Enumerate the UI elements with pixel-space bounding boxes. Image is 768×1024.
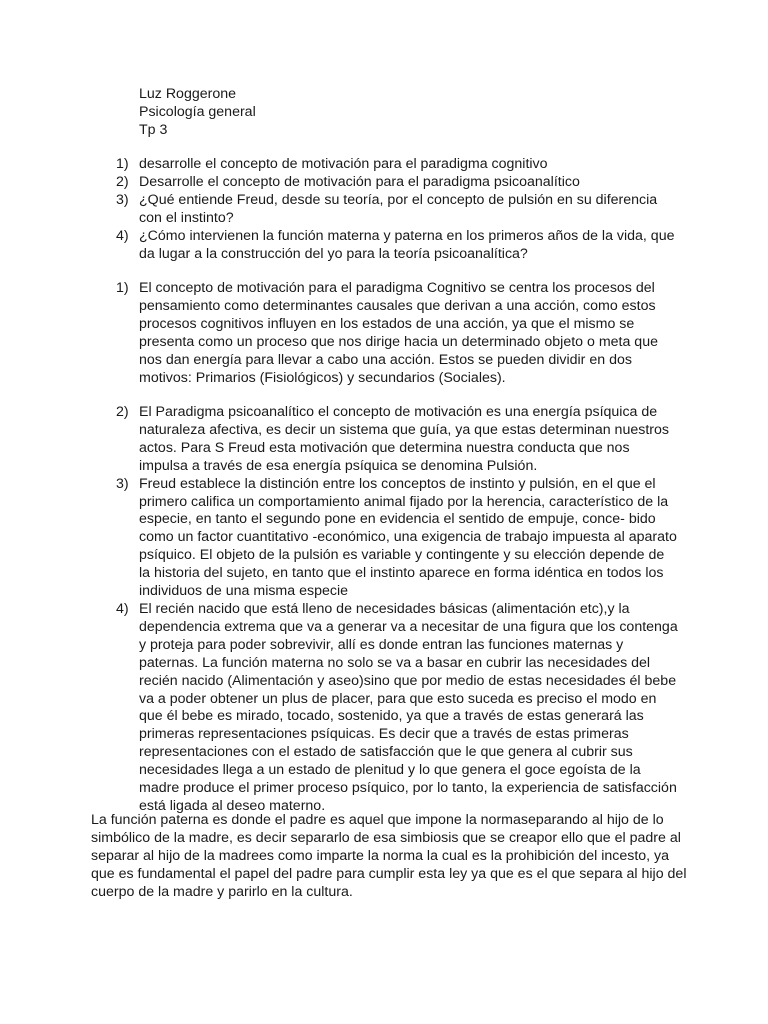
answer-text: El concepto de motivación para el paradigma Cognitivo se centra los procesos del pensamiento como determinantes causales que derivan a una acción, como estos procesos cognitivos influyen en los estados de una acción, ya que el mismo se presenta como un proceso que nos dirige hacia un determinado objeto o meta que nos dan energía para llevar a cabo una acción. Estos se pueden dividir en dos motivos: Primarios (Fisiológicos) y secundarios (Sociales). xyxy=(139,280,658,386)
item-number: 1) xyxy=(116,280,129,296)
list-item xyxy=(116,280,679,387)
item-number: 3) xyxy=(116,191,129,208)
question-text: desarrolle el concepto de motivación para el paradigma cognitivo xyxy=(139,156,548,172)
list-item xyxy=(116,227,679,264)
answer-text: El recién nacido que está lleno de necesidades básicas (alimentación etc),y la dependencia extrema que va a generar va a necesitar de una figura que los contenga y proteja para poder sobrevivir, allí es donde entran las funciones maternas y paternas. La función materna no solo se va a basar en cubrir las necesidades del recién nacido (Alimentación y aseo)sino que por medio de estas necesidades él bebe va a poder obtener un plus de placer, para que esto suceda es preciso el modo en que él bebe es mirado, tocado, sostenido, ya que a través de estas generará las primeras representaciones psíquicas. Es decir que a través de estas primeras representaciones con el estado de satisfacción que le que genera al cubrir sus necesidades llega a un estado de plenitud y lo que genera el goce egoísta de la madre produce el primer proceso psíquico, por lo tanto, la experiencia de satisfacción está ligada al deseo materno. xyxy=(139,600,678,814)
question-list xyxy=(116,156,679,263)
item-number: 1) xyxy=(116,156,129,172)
question-text: ¿Cómo intervienen la función materna y paterna en los primeros años de la vida, que da lugar a la construcción del yo para la teoría psicoanalítica? xyxy=(139,227,675,262)
list-item xyxy=(116,600,679,816)
list-item xyxy=(116,475,679,601)
question-text: ¿Qué entiende Freud, desde su teoría, por el concepto de pulsión en su diferencia con el instinto? xyxy=(139,191,658,226)
answer-text: Freud establece la distinción entre los conceptos de instinto y pulsión, en el que el primero califica un comportamiento animal fijado por la herencia, característico de la especie, en tanto el segundo pone en evidencia el sentido de empuje, conce- bido como un factor cuantitativo -económico, una exigencia de trabajo impuesta al aparato psíquico. El objeto de la pulsión es variable y contingente y su elección depende de la historia del sujeto, en tanto que el instinto aparece en forma idéntica en todos los individuos de una misma especie xyxy=(139,475,677,600)
list-item xyxy=(116,191,679,228)
item-number: 2) xyxy=(116,173,129,190)
list-item xyxy=(116,156,679,174)
item-number: 3) xyxy=(116,475,129,492)
closing-paragraph: La función paterna es donde el padre es aquel que impone la normaseparando al hijo de lo simbólico de la madre, es decir separarlo de esa simbiosis que se creapor ello que el padre al separar al hijo de la madrees como imparte la norma la cual es la prohibición del incesto, ya que es fundamental el papel del padre para cumplir esta ley ya que es el que separa al hijo del cuerpo de la madre y parirlo en la cultura. xyxy=(91,812,687,900)
author-name: Luz Roggerone xyxy=(139,86,237,102)
answer-list xyxy=(116,280,679,387)
item-number: 4) xyxy=(116,227,129,244)
answer-text: El Paradigma psicoanalítico el concepto de motivación es una energía psíquica de naturaleza afectiva, es decir un sistema que guía, ya que estas determinan nuestros actos. Para S Freud esta motivación que determina nuestra conducta que nos impulsa a través de esa energía psíquica se denomina Pulsión. xyxy=(139,404,669,474)
answer-list xyxy=(116,404,679,816)
list-item xyxy=(116,173,679,192)
item-number: 2) xyxy=(116,404,129,420)
item-number: 4) xyxy=(116,600,129,617)
assignment-label: Tp 3 xyxy=(139,121,168,138)
document-header xyxy=(139,86,256,140)
course-name: Psicología general xyxy=(139,103,256,120)
list-item xyxy=(116,404,679,476)
question-text: Desarrolle el concepto de motivación para el paradigma psicoanalítico xyxy=(139,173,580,190)
